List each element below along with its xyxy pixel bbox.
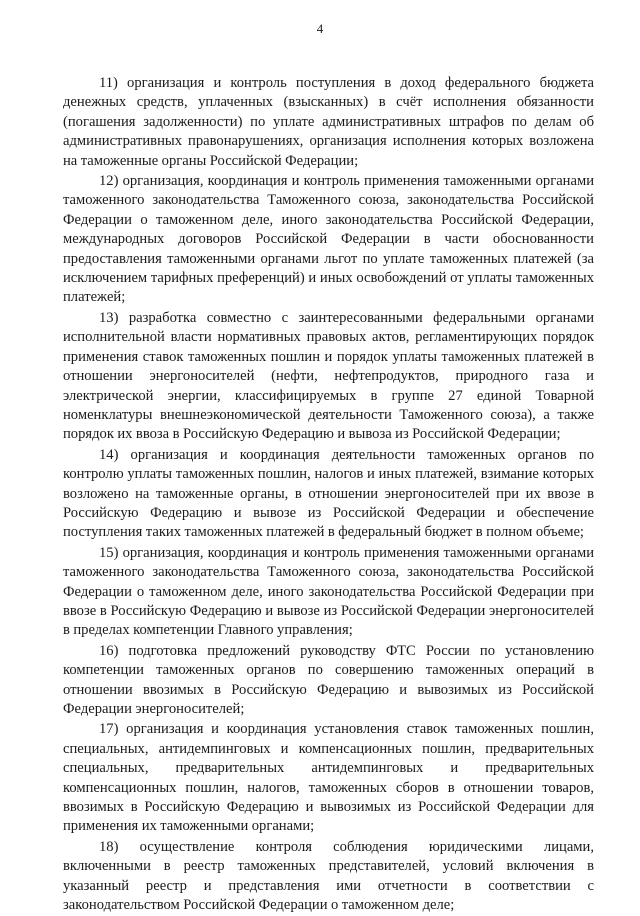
document-body xyxy=(63,74,594,916)
paragraph-item-18: 18) осуществление контроля соблюдения юридическими лицами, включенными в реестр таможенных представителей, условий включения в указанный реестр и представления ими отчетности в соответствии с законодательством Российской Федерации о таможенном деле; xyxy=(63,838,594,914)
paragraph-item-12: 12) организация, координация и контроль применения таможенными органами таможенного законодательства Таможенного союза, законодательства Российской Федерации о таможенном деле, иного законодательства Российской Федерации, международных договоров Российской Федерации в части обоснованности предоставления таможенными органами льгот по уплате таможенных платежей (за исключением тарифных преференций) и иных освобождений от уплаты таможенных платежей; xyxy=(63,173,594,306)
page-number: 4 xyxy=(316,21,324,36)
paragraph-item-14: 14) организация и координация деятельности таможенных органов по контролю уплаты таможенных пошлин, налогов и иных платежей, взимание которых возложено на таможенные органы, в отношении энергоносителей при их ввозе в Российскую Федерацию и вывозе из Российской Федерации и обеспечение поступления таких таможенных платежей в федеральный бюджет в полном объеме; xyxy=(63,446,594,541)
paragraph-item-16: 16) подготовка предложений руководству ФТС России по установлению компетенции таможенных органов по совершению таможенных операций в отношении ввозимых в Российскую Федерацию и вывозимых из Российской Федерации энергоносителей; xyxy=(63,642,594,717)
paragraph-item-11: 11) организация и контроль поступления в доход федерального бюджета денежных средств, уплаченных (взысканных) в счёт исполнения обязанности (погашения задолженности) по уплате административных штрафов по делам об административных правонарушениях, организация исполнения которых возложена на таможенные органы Российской Федерации; xyxy=(63,75,594,169)
paragraph-item-13: 13) разработка совместно с заинтересованными федеральными органами исполнительной власти нормативных правовых актов, регламентирующих порядок применения ставок таможенных пошлин и порядок уплаты таможенных платежей в отношении энергоносителей (нефти, нефтепродуктов, природного газа и электрической энергии, классифицируемых в группе 27 единой Товарной номенклатуры внешнеэкономической деятельности Таможенного союза), а также порядок их ввоза в Российскую Федерацию и вывоза из Российской Федерации; xyxy=(63,309,594,443)
paragraph-item-15: 15) организация, координация и контроль применения таможенными органами таможенного законодательства Таможенного союза, законодательства Российской Федерации о таможенном деле, иного законодательства Российской Федерации при ввозе в Российскую Федерацию и вывозе из Российской Федерации энергоносителей в пределах компетенции Главного управления; xyxy=(63,544,594,639)
paragraph-item-17: 17) организация и координация установления ставок таможенных пошлин, специальных, антидемпинговых и компенсационных пошлин, предварительных специальных, предварительных антидемпинговых и предварительных компенсационных пошлин, налогов, таможенных сборов в отношении товаров, ввозимых в Российскую Федерацию и вывозимых из Российской Федерации для применения их таможенными органами; xyxy=(63,721,594,835)
